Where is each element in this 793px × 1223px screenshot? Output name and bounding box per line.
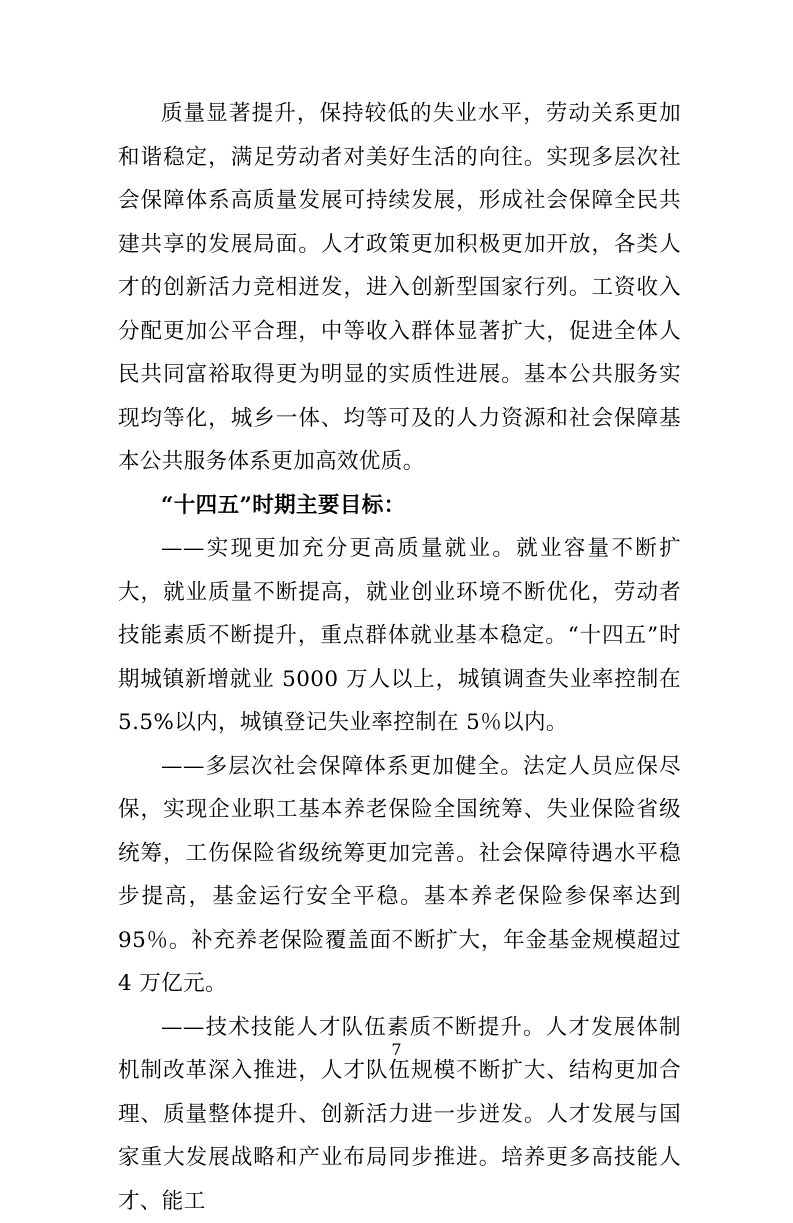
paragraph-continuation: 质量显著提升，保持较低的失业水平，劳动关系更加和谐稳定，满足劳动者对美好生活的向往。实现多层次社会保障体系高质量发展可持续发展，形成社会保障全民共建共享的发展局面。人才政策更加积极更加开放，各类人才的创新活力竞相迸发，进入创新型国家行列。工资收入分配更加公平合理，中等收入群体显著扩大，促进全体人民共同富裕取得更为明显的实质性进展。基本公共服务实现均等化，城乡一体、均等可及的人力资源和社会保障基本公共服务体系更加高效优质。 <box>118 92 681 484</box>
section-heading: “十四五”时期主要目标： <box>118 484 681 528</box>
paragraph-talent-goal: ——技术技能人才队伍素质不断提升。人才发展体制机制改革深入推进，人才队伍规模不断扩大、结构更加合理、质量整体提升、创新活力进一步迸发。人才发展与国家重大发展战略和产业布局同步推进。培养更多高技能人才、能工 <box>118 1006 681 1223</box>
paragraph-social-security-goal: ——多层次社会保障体系更加健全。法定人员应保尽保，实现企业职工基本养老保险全国统筹、失业保险省级统筹，工伤保险省级统筹更加完善。社会保障待遇水平稳步提高，基金运行安全平稳。基本养老保险参保率达到 95％。补充养老保险覆盖面不断扩大，年金基金规模超过 4 万亿元。 <box>118 745 681 1006</box>
paragraph-employment-goal: ——实现更加充分更高质量就业。就业容量不断扩大，就业质量不断提高，就业创业环境不断优化，劳动者技能素质不断提升，重点群体就业基本稳定。“十四五”时期城镇新增就业 5000 万人以上，城镇调查失业率控制在 5.5%以内，城镇登记失业率控制在 5％以内。 <box>118 527 681 745</box>
page-number: 7 <box>0 1040 793 1059</box>
